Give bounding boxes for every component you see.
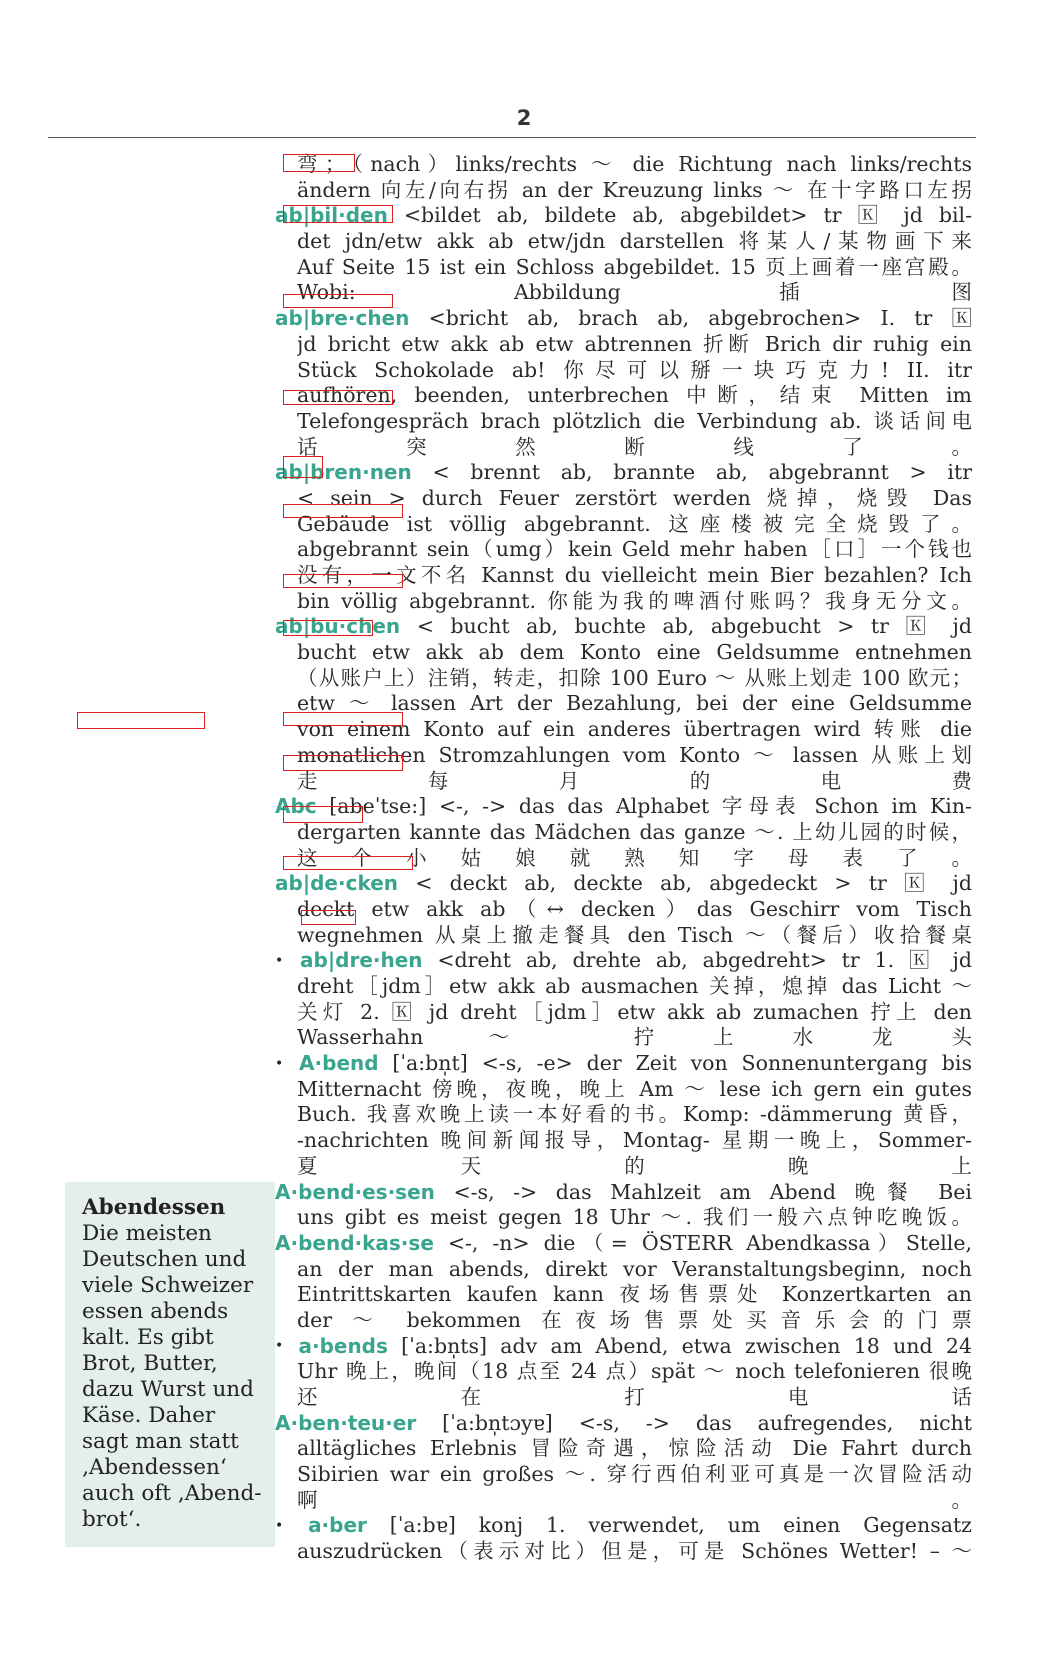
info-box-line: sagt man statt — [82, 1429, 239, 1454]
entry-headline: A·ben·teu·er [ˈa:bn̩tɔyɐ] <-s, -> das aufregendes, nicht — [275, 1410, 972, 1435]
entry-line: 啊。 — [297, 1487, 972, 1512]
entry-line: Mitternacht 傍晚，夜晚，晚上 Am ～ lese ich gern ein gutes — [297, 1076, 972, 1101]
entry-line: dreht［jdm］etw akk ab ausmachen 关掉，熄掉 das Licht ～ — [297, 974, 972, 998]
entry-line: abgebrannt sein（umg）kein Geld mehr haben［口］一个钱也 — [297, 537, 972, 562]
entry-line: an der man abends, direkt vor Veranstaltungsbeginn, noch — [297, 1256, 972, 1281]
entry-line: jd bricht etw akk ab etw abtrennen 折断 Brich dir ruhig ein — [297, 331, 972, 356]
entry-headline: Abc [abeˈtse:] <-, -> das das Alphabet 字母表 Schon im Kin- — [275, 794, 972, 819]
annotation-box — [283, 856, 413, 870]
annotation-box — [77, 712, 205, 729]
entry-headline: ab|de·cken < deckt ab, deckte ab, abgedeckt > tr 🄺 jd — [275, 871, 972, 896]
annotation-box — [283, 456, 323, 478]
annotation-box — [283, 504, 403, 518]
info-box-line: auch oft ‚Abend- — [82, 1481, 262, 1506]
entry-line: Sibirien war ein großes ～. 穿行西伯利亚可真是一次冒险活动 — [297, 1462, 972, 1487]
entry-line: Buch. 我喜欢晚上读一本好看的书。Komp: -dämmerung 黄昏， — [297, 1102, 972, 1127]
entry-headline: A·bend·es·sen <-s, -> das Mahlzeit am Abend 晚餐 Bei — [275, 1179, 972, 1204]
info-box-line: Deutschen und — [82, 1247, 247, 1272]
entry-line: alltägliches Erlebnis 冒险奇遇，惊险活动 Die Fahrt durch — [297, 1436, 972, 1461]
entry-line: Gebäude ist völlig abgebrannt. 这座楼被完全烧毁了。 — [297, 511, 972, 536]
entry-line: von einem Konto auf ein anderes übertragen wird 转账 die — [297, 717, 972, 742]
info-box-line: essen abends — [82, 1299, 229, 1324]
entry-line: bin völlig abgebrannt. 你能为我的啤酒付账吗？我身无分文。 — [297, 588, 972, 613]
annotation-box — [283, 205, 393, 223]
entry-headline: • A·bend [ˈa:bn̩t] <-s, -e> der Zeit von Sonnenuntergang bis — [275, 1051, 972, 1076]
info-box-line: Brot, Butter, — [82, 1351, 218, 1376]
info-box-title: Abendessen — [82, 1195, 226, 1220]
info-box-line: viele Schweizer — [82, 1273, 254, 1298]
entry-line: Auf Seite 15 ist ein Schloss abgebildet. 15 页上画着一座宫殿。 — [297, 254, 972, 279]
entry-line: wegnehmen 从桌上撤走餐具 den Tisch ～（餐后）收拾餐桌 — [297, 922, 972, 947]
entry-line: Uhr 晚上，晚间（18 点至 24 点）spät ～ noch telefonieren 很晚 — [297, 1359, 972, 1384]
entry-line: 关灯 2. 🄺 jd dreht［jdm］etw akk ab zumachen 拧上 den — [297, 999, 972, 1024]
entry-line: uns gibt es meist gegen 18 Uhr ～. 我们一般六点钟吃晚饭。 — [297, 1205, 972, 1230]
annotation-box — [301, 910, 356, 925]
entry-line: monatlichen Stromzahlungen vom Konto ～ lassen 从账上划 — [297, 742, 972, 767]
entry-line: der ～ bekommen 在夜场售票处买音乐会的门票 — [297, 1307, 972, 1332]
entry-line: Wasserhahn ～ 拧上水龙头 — [297, 1025, 972, 1050]
annotation-box — [283, 390, 393, 405]
entry-line: deckt etw akk ab（↔ decken）das Geschirr vom Tisch — [297, 896, 972, 921]
entry-line: < sein > durch Feuer zerstört werden 烧掉，烧毁 Das — [297, 485, 972, 510]
info-box-line: Käse. Daher — [82, 1403, 216, 1428]
info-box-body — [82, 1221, 272, 1533]
annotation-box — [283, 154, 355, 172]
entry-line: Stück Schokolade ab! 你尽可以掰一块巧克力! II. itr — [297, 357, 972, 382]
entry-headline: ab|bren·nen < brennt ab, brannte ab, abgebrannt > itr — [275, 460, 972, 485]
info-box-text — [82, 1195, 272, 1533]
annotation-box — [283, 806, 363, 823]
entry-line: 话突然断线了。 — [297, 434, 972, 459]
annotation-box — [283, 620, 373, 636]
header-rule — [48, 137, 976, 138]
entry-line: etw ～ lassen Art der Bezahlung, bei der eine Geldsumme — [297, 691, 972, 716]
entry-headline: • ab|dre·hen <dreht ab, drehte ab, abgedreht> tr 1. 🄺 jd — [275, 948, 972, 973]
entry-line: Wobi: Abbildung 插图 — [297, 280, 972, 305]
annotation-box — [283, 574, 403, 588]
entry-line: 还在打电话 — [297, 1385, 972, 1409]
annotation-box — [283, 294, 393, 308]
info-box-line: dazu Wurst und — [82, 1377, 254, 1402]
info-box-line: ‚Abendessen‘ — [82, 1455, 227, 1480]
entry-line: dergarten kannte das Mädchen das ganze ～. 上幼儿园的时候， — [297, 819, 972, 844]
entry-line: Eintrittskarten kaufen kann 夜场售票处 Konzertkarten an — [297, 1282, 972, 1307]
info-box-line: Die meisten — [82, 1221, 212, 1246]
info-box-line: kalt. Es gibt — [82, 1325, 214, 1350]
page-number: 2 — [516, 106, 532, 130]
entry-headline: A·bend·kas·se <-, -n> die（= ÖSTERR Abendkassa）Stelle, — [275, 1230, 972, 1255]
entry-line: auszudrücken（表示对比）但是，可是 Schönes Wetter! – ～ — [297, 1539, 972, 1564]
entry-line: aufhören, beenden, unterbrechen 中断，结束 Mitten im — [297, 383, 972, 408]
entry-line: 没有，一文不名 Kannst du vielleicht mein Bier bezahlen? Ich — [297, 563, 972, 587]
info-box-line: brot‘. — [82, 1507, 142, 1532]
entry-headline: • a·bends [ˈa:bn̩ts] adv am Abend, etwa zwischen 18 und 24 — [275, 1333, 972, 1358]
entry-headline: • a·ber [ˈa:bɐ] konj 1. verwendet, um einen Gegensatz — [275, 1513, 972, 1538]
entry-line: ändern 向左/向右拐 an der Kreuzung links ～ 在十字路口左拐 — [297, 177, 972, 202]
entry-line: （从账户上）注销，转走，扣除 100 Euro ～ 从账上划走 100 欧元； — [297, 665, 972, 690]
entry-line: det jdn/etw akk ab etw/jdn darstellen 将某人/某物画下来 — [297, 229, 972, 254]
entry-line: bucht etw akk ab dem Konto eine Geldsumme entnehmen — [297, 640, 972, 665]
entry-headline: ab|bre·chen <bricht ab, brach ab, abgebrochen> I. tr 🄺 — [275, 306, 972, 331]
entry-line: 走每月的电费 — [297, 768, 972, 793]
entry-line: 夏天的晚上 — [297, 1153, 972, 1178]
entry-line: -nachrichten 晚间新闻报导，Montag- 星期一晚上，Sommer- — [297, 1128, 972, 1153]
entry-line: 弯；（nach）links/rechts ～ die Richtung nach links/rechts — [297, 152, 972, 176]
entry-line: 这个小姑娘就熟知字母表了。 — [297, 845, 972, 870]
entry-line: Telefongespräch brach plötzlich die Verbindung ab. 谈话间电 — [297, 408, 972, 433]
annotation-box — [283, 712, 403, 726]
entry-headline: ab|bu·chen < bucht ab, buchte ab, abgebucht > tr 🄺 jd — [275, 614, 972, 639]
annotation-box — [283, 755, 403, 771]
entry-headline: ab|bil·den <bildet ab, bildete ab, abgebildet> tr 🄺 jd bil- — [275, 203, 972, 228]
